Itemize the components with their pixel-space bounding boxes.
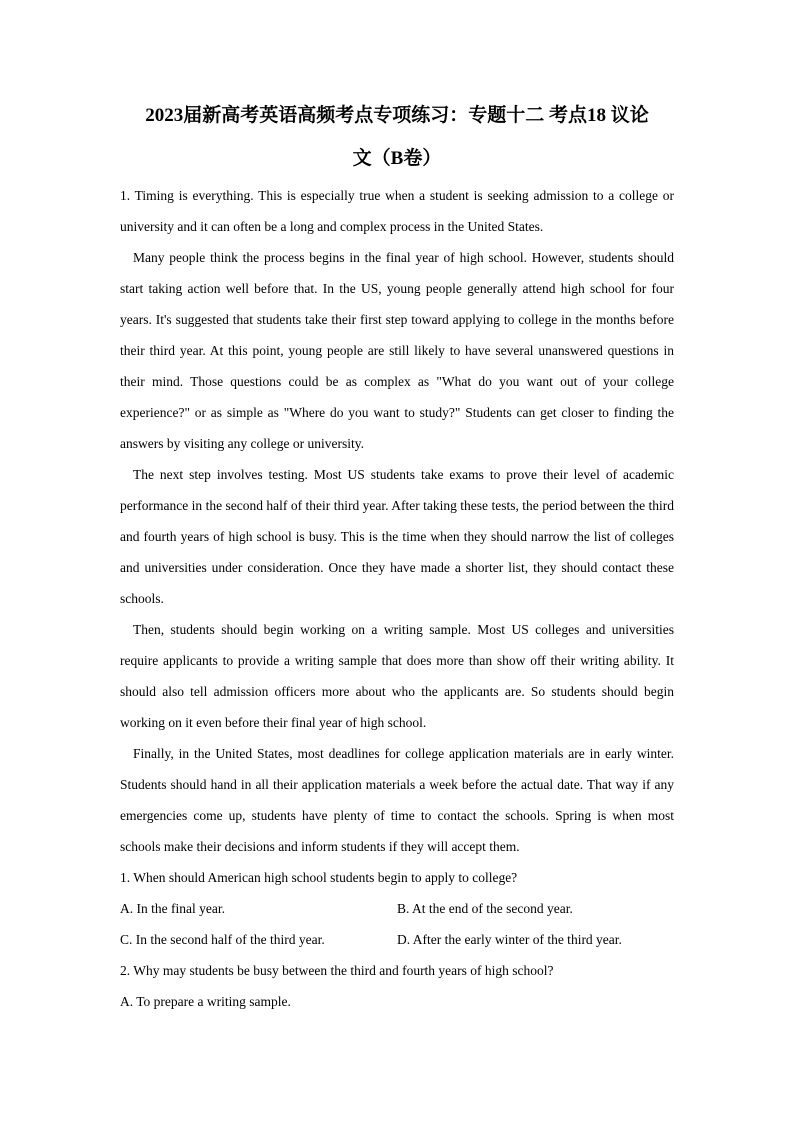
question-1-option-d: D. After the early winter of the third year. [397,932,622,947]
question-2-option-a: A. To prepare a writing sample. [120,994,291,1009]
document-title-line-1: 2023届新高考英语高频考点专项练习：专题十二 考点18 议论 [145,105,649,126]
question-1-options-row-2 [120,924,674,955]
question-1-stem: 1. When should American high school students begin to apply to college? [120,870,518,885]
document-title-line-2: 文（B卷） [352,148,442,169]
passage-paragraph-4: Then, students should begin working on a writing sample. Most US colleges and universities require applicants to provide a writing sample that does more than show off their writing ability. It should also tell admission officers more about who the applicants are. So students should begin working on it even before their final year of high school. [120,622,674,730]
question-1-option-a: A. In the final year. [120,901,225,916]
question-1-option-c: C. In the second half of the third year. [120,932,325,947]
passage-paragraph-3: The next step involves testing. Most US students take exams to prove their level of academic performance in the second half of their third year. After taking these tests, the period between the third and fourth years of high school is busy. This is the time when they should narrow the list of colleges and universities under consideration. Once they have made a shorter list, they should contact these schools. [120,467,674,606]
passage-paragraph-5: Finally, in the United States, most deadlines for college application materials are in early winter. Students should hand in all their application materials a week before the actual date. That way if any emergencies come up, students have plenty of time to contact the schools. Spring is when most schools make their decisions and inform students if they will accept them. [120,746,674,854]
passage-paragraph-2: Many people think the process begins in the final year of high school. However, students should start taking action well before that. In the US, young people generally attend high school for four years. It's suggested that students take their first step toward applying to college in the months before their third year. At this point, young people are still likely to have several unanswered questions in their mind. Those questions could be as complex as "What do you want out of your college experience?" or as simple as "Where do you want to study?" Students can get closer to finding the answers by visiting any college or university. [120,250,674,451]
question-2-stem: 2. Why may students be busy between the third and fourth years of high school? [120,963,554,978]
question-1-option-b: B. At the end of the second year. [397,901,573,916]
question-1-options-row-1 [120,893,674,924]
passage-paragraph-1: 1. Timing is everything. This is especially true when a student is seeking admission to a college or university and it can often be a long and complex process in the United States. [120,188,674,234]
document-body [120,180,674,1017]
